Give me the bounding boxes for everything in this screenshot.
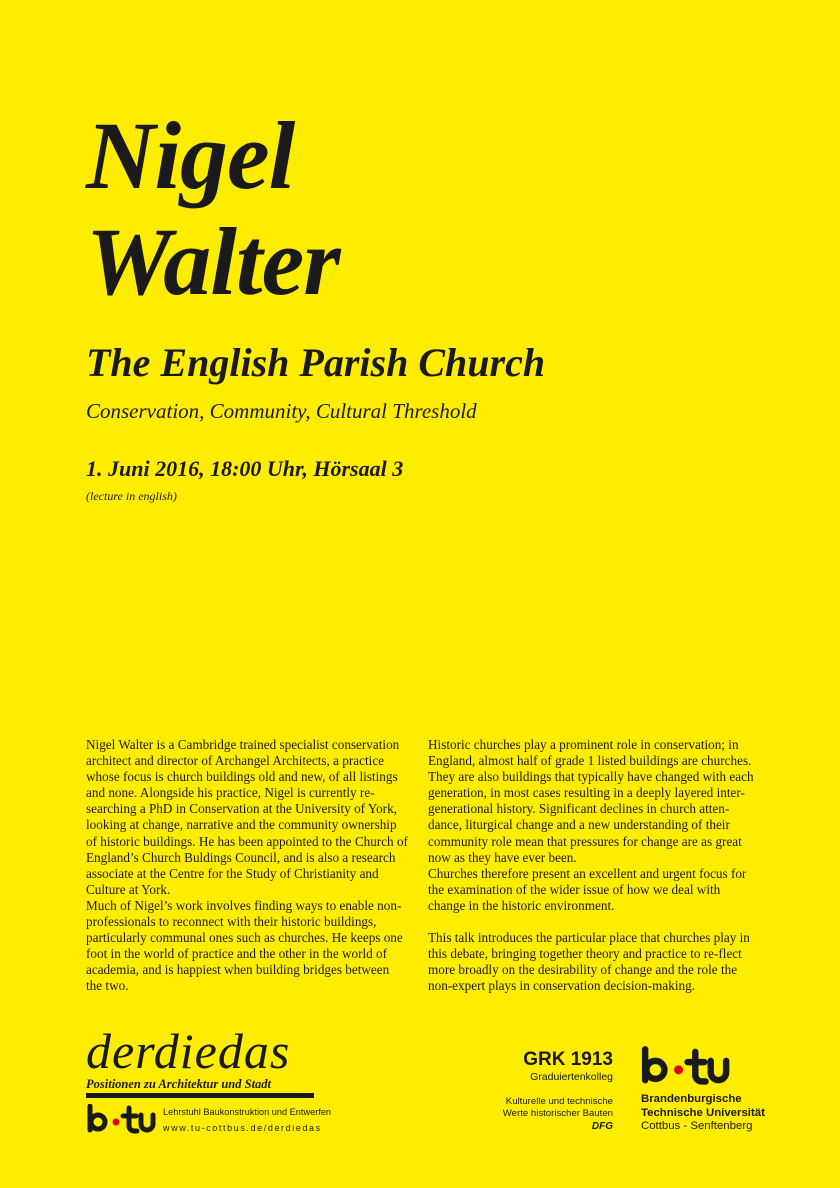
grk-description [503, 1096, 613, 1120]
grk-desc-line: Werte historischer Bauten [502, 1108, 613, 1119]
speaker-first-name: Nigel [86, 102, 295, 209]
grk-desc-line: Kulturelle und technische [505, 1096, 613, 1107]
bio-paragraph: Nigel Walter is a Cambridge trained specialist conservation architect and director of Archangel Architects, a practice whose focus is church buildings old and new, of all listings and none. Alongside his practice, Nigel is currently re-searching a PhD in Conservation at the University of York, looking at change, narrative and the community ownership of historic buildings. He has been appointed to the Church of England’s Church Buldings Council, and is also a research associate at the Centre for the Study of Christianity and Culture at York. [86, 737, 408, 897]
bio-paragraph: Much of Nigel’s work involves finding ways to enable non-professionals to reconnect with their historic buildings, particularly communal ones such as churches. He keeps one foot in the world of practice and the other in the world of academia, and is happiest when building bridges between the two. [86, 897, 403, 994]
university-location: Cottbus - Senftenberg [641, 1120, 753, 1132]
dfg-logo: DFG [591, 1121, 613, 1132]
series-url: www.tu-cottbus.de/derdiedas [163, 1123, 322, 1133]
university-name-line: Brandenburgische [641, 1093, 742, 1105]
btu-logo-large-icon [640, 1046, 730, 1086]
grk-title: GRK 1913 [523, 1049, 613, 1070]
series-tagline: Positionen zu Architektur und Stadt [86, 1077, 272, 1091]
bio-column [86, 737, 408, 995]
speaker-last-name: Walter [86, 208, 340, 315]
university-name [641, 1093, 765, 1134]
series-logo: derdiedas [86, 1023, 291, 1079]
abstract-paragraph: This talk introduces the particular place that churches play in this debate, bringing together theory and practice to re-flect more broadly on the desirability of change and the role the non-expert plays in conservation decision-making. [428, 930, 750, 994]
abstract-paragraph: Historic churches play a prominent role in conservation; in England, almost half of grade 1 listed buildings are churches. They are also buildings that typically have changed with each generation, in most cases resulting in a deeply layered inter-generational history. Significant declines in church atten-dance, liturgical change and a new understanding of their community role mean that pressures for change are as great now as they have ever been. [428, 737, 754, 865]
university-name-line: Technische Universität [641, 1106, 765, 1119]
abstract-column [428, 737, 758, 994]
talk-date-line: 1. Juni 2016, 18:00 Uhr, Hörsaal 3 [86, 456, 404, 481]
btu-logo-icon [86, 1104, 156, 1134]
grk-subtitle: Graduiertenkolleg [530, 1071, 613, 1083]
abstract-paragraph: Churches therefore present an excellent and urgent focus for the examination of the wider issue of how we deal with change in the historic environment. [428, 865, 747, 913]
series-divider [86, 1093, 314, 1098]
talk-title: The English Parish Church [86, 340, 546, 385]
talk-subtitle: Conservation, Community, Cultural Threshold [86, 399, 477, 423]
chair-name: Lehrstuhl Baukonstruktion und Entwerfen [163, 1107, 332, 1117]
language-note: (lecture in english) [86, 489, 177, 503]
